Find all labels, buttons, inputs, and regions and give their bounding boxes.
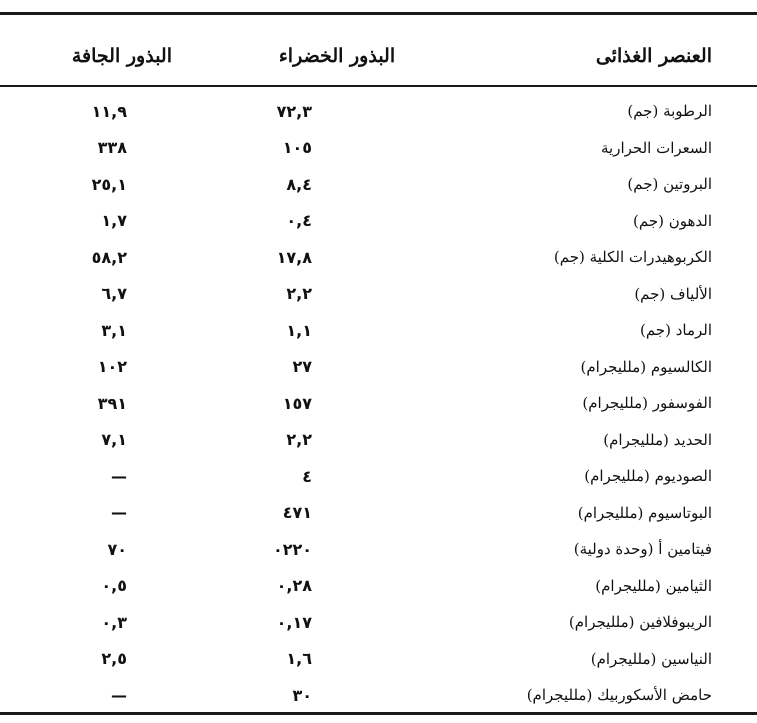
cell-dry-seeds: ٠,٥ (101, 576, 127, 596)
table-row (0, 276, 757, 313)
cell-green-seeds: ١,٦ (286, 649, 312, 669)
cell-dry-seeds: ٣٣٨ (97, 138, 127, 158)
cell-green-seeds: ١٥٧ (282, 393, 312, 413)
cell-dry-seeds: ٧٠ (107, 539, 127, 559)
cell-green-seeds: ٤٧١ (282, 503, 312, 523)
header-green-seeds: البذور الخضراء (278, 45, 396, 67)
cell-dry-seeds: ٥٨,٢ (91, 247, 127, 267)
cell-dry-seeds: ٦,٧ (101, 284, 127, 304)
cell-nutrient: البروتين (جم) (627, 175, 712, 194)
cell-nutrient: الرماد (جم) (639, 321, 712, 340)
cell-nutrient: الريبوفلافين (ملليجرام) (568, 613, 712, 632)
cell-nutrient: الصوديوم (ملليجرام) (584, 467, 712, 486)
cell-dry-seeds: ٣,١ (101, 320, 127, 340)
cell-dry-seeds: ٣٩١ (97, 393, 127, 413)
table-row (0, 349, 757, 386)
cell-dry-seeds: ٠,٣ (101, 612, 127, 632)
cell-nutrient: الفوسفور (ملليجرام) (582, 394, 712, 413)
table-row (0, 604, 757, 641)
cell-nutrient: الحديد (ملليجرام) (603, 430, 712, 449)
cell-nutrient: النياسين (ملليجرام) (590, 649, 712, 668)
cell-nutrient: الثيامين (ملليجرام) (595, 576, 712, 595)
cell-dry-seeds: ٢٥,١ (91, 174, 127, 194)
table-row (0, 130, 757, 167)
table-row (0, 568, 757, 605)
cell-nutrient: الكالسيوم (ملليجرام) (580, 357, 712, 376)
cell-green-seeds: ٤ (302, 466, 312, 486)
table-row (0, 422, 757, 459)
header-dry-seeds: البذور الجافة (71, 45, 172, 67)
cell-green-seeds: ٨,٤ (286, 174, 312, 194)
table-row (0, 239, 757, 276)
cell-nutrient: الدهون (جم) (632, 211, 712, 230)
table-row (0, 312, 757, 349)
cell-dry-seeds: ١١,٩ (91, 101, 127, 121)
cell-green-seeds: ٠,٢٨ (276, 576, 312, 596)
cell-nutrient: الكربوهيدرات الكلية (جم) (553, 248, 712, 267)
cell-green-seeds: ١٠٥ (282, 138, 312, 158)
cell-dry-seeds: — (111, 466, 127, 486)
cell-nutrient: الرطوبة (جم) (627, 102, 712, 121)
top-rule (0, 12, 757, 15)
cell-dry-seeds: ٧,١ (101, 430, 127, 450)
cell-green-seeds: ١٧,٨ (276, 247, 312, 267)
table-row (0, 495, 757, 532)
bottom-rule (0, 712, 757, 715)
table-row (0, 385, 757, 422)
cell-nutrient: حامض الأسكوربيك (ملليجرام) (526, 686, 712, 705)
cell-green-seeds: ١,١ (286, 320, 312, 340)
cell-green-seeds: ٣٠ (292, 685, 312, 705)
table-body (0, 93, 757, 714)
cell-dry-seeds: — (111, 685, 127, 705)
table-row (0, 531, 757, 568)
cell-green-seeds: ٠٢٢٠ (272, 539, 312, 559)
header-rule (0, 85, 757, 87)
table-header (0, 38, 757, 74)
table-row (0, 458, 757, 495)
cell-green-seeds: ٢٧ (292, 357, 312, 377)
table-row (0, 203, 757, 240)
table-row (0, 641, 757, 678)
table-row (0, 677, 757, 714)
cell-green-seeds: ٧٢,٣ (276, 101, 312, 121)
cell-nutrient: البوتاسيوم (ملليجرام) (577, 503, 712, 522)
cell-dry-seeds: ١,٧ (101, 211, 127, 231)
header-nutrient: العنصر الغذائى (595, 45, 712, 67)
cell-nutrient: الألياف (جم) (634, 284, 712, 303)
table-row (0, 166, 757, 203)
cell-nutrient: السعرات الحرارية (600, 138, 712, 157)
cell-green-seeds: ٠,١٧ (276, 612, 312, 632)
cell-green-seeds: ٢,٢ (286, 284, 312, 304)
cell-dry-seeds: — (111, 503, 127, 523)
cell-green-seeds: ٢,٢ (286, 430, 312, 450)
cell-dry-seeds: ١٠٢ (97, 357, 127, 377)
cell-nutrient: فيتامين أ (وحدة دولية) (573, 540, 712, 559)
cell-dry-seeds: ٢,٥ (101, 649, 127, 669)
cell-green-seeds: ٠,٤ (286, 211, 312, 231)
table-row (0, 93, 757, 130)
